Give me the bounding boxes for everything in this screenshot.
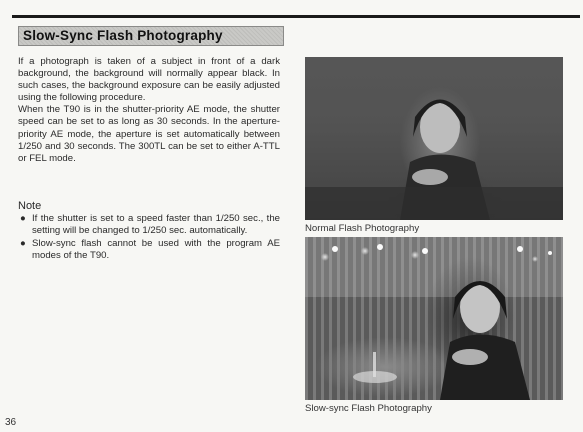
note-list — [18, 213, 280, 263]
note-heading: Note — [18, 200, 42, 212]
page-number: 36 — [5, 417, 17, 428]
slow-sync-flash-photo — [305, 237, 563, 400]
note-item-1 — [18, 213, 280, 237]
bullet-icon: ● — [20, 238, 26, 250]
body-text — [18, 56, 280, 165]
bullet-icon: ● — [20, 213, 26, 224]
normal-flash-caption: Normal Flash Photography — [305, 223, 420, 234]
normal-flash-photo — [305, 57, 563, 220]
note-item-1-text: If the shutter is set to a speed faster than 1/250 sec., the setting will be changed to 1/250 sec. automatically. — [32, 213, 280, 237]
top-rule — [12, 15, 580, 18]
note-item-2-text: Slow-sync flash cannot be used with the program AE modes of the T90. — [32, 238, 280, 262]
note-item-2 — [18, 238, 280, 262]
body-paragraph-1: If a photograph is taken of a subject in front of a dark background, the background will normally appear black. In such cases, the background exposure can be easily adjusted using the following procedure. — [18, 56, 280, 104]
slow-sync-flash-caption: Slow-sync Flash Photography — [305, 403, 432, 414]
section-title: Slow-Sync Flash Photography — [18, 26, 284, 46]
body-paragraph-2: When the T90 is in the shutter-priority AE mode, the shutter speed can be set to as long as 30 seconds. In the aperture-priority AE mode, the aperture is set automatically between 1/250 and 30 seconds. The 300TL can be set to either A-TTL or FEL mode. — [18, 104, 280, 164]
